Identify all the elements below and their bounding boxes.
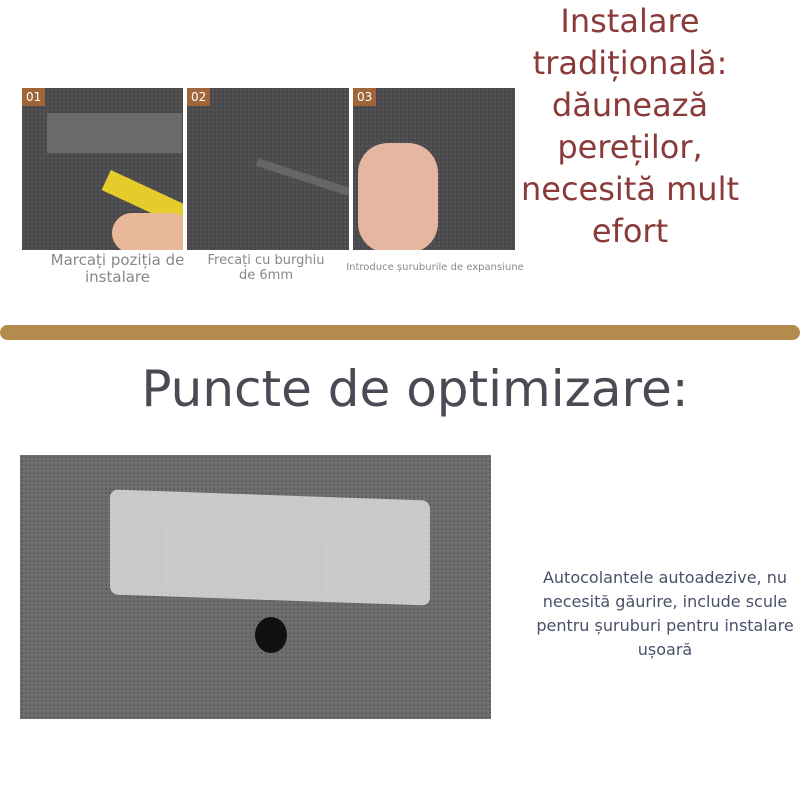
step-badge: 02 (187, 88, 210, 106)
step-2-photo (187, 88, 349, 250)
step-3-photo (353, 88, 515, 250)
product-photo (20, 455, 491, 719)
step-badge: 01 (22, 88, 45, 106)
step-badge: 03 (353, 88, 376, 106)
traditional-install-heading: Instalare tradițională: dăunează pereților, necesită mult efort (520, 2, 740, 250)
step-caption: Introduce șuruburile de expansiune (346, 262, 524, 273)
section-divider (0, 325, 800, 340)
step-caption: Marcați poziția de instalare (50, 251, 185, 287)
step-1-photo (22, 88, 183, 250)
step-caption: Frecați cu burghiu de 6mm (207, 253, 325, 283)
optimization-description: Autocolantele autoadezive, nu necesită găurire, include scule pentru șuruburi pentru instalare ușoară (536, 568, 794, 659)
section-title: Puncte de optimizare: (141, 360, 689, 418)
